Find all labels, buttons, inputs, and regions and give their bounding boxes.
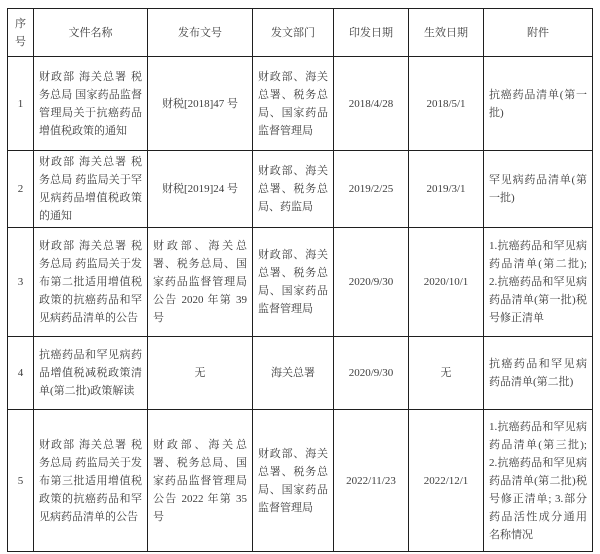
cell-seq: 1	[8, 57, 34, 151]
header-effective-date: 生效日期	[409, 9, 484, 57]
cell-effective-date: 2018/5/1	[409, 57, 484, 151]
header-doc-name: 文件名称	[34, 9, 148, 57]
cell-effective-date: 2020/10/1	[409, 228, 484, 337]
cell-effective-date: 2019/3/1	[409, 151, 484, 228]
cell-issue-date: 2022/11/23	[334, 410, 409, 552]
cell-doc-name: 财政部 海关总署 税务总局 药监局关于发布第二批适用增值税政策的抗癌药品和罕见病药品清单的公告	[34, 228, 148, 337]
documents-table	[7, 8, 593, 552]
cell-attachment: 罕见病药品清单(第一批)	[484, 151, 593, 228]
table-row	[8, 410, 593, 552]
cell-dept: 财政部、海关总署、税务总局、国家药品监督管理局	[253, 228, 334, 337]
cell-attachment: 抗癌药品和罕见病药品清单(第二批)	[484, 337, 593, 410]
header-row	[8, 9, 593, 57]
cell-doc-name: 财政部 海关总署 税务总局 国家药品监督管理局关于抗癌药品增值税政策的通知	[34, 57, 148, 151]
cell-issue-date: 2019/2/25	[334, 151, 409, 228]
header-seq: 序号	[8, 9, 34, 57]
table-row	[8, 228, 593, 337]
cell-doc-number: 财税[2019]24 号	[148, 151, 253, 228]
cell-doc-number: 无	[148, 337, 253, 410]
cell-attachment: 抗癌药品清单(第一批)	[484, 57, 593, 151]
cell-attachment: 1.抗癌药品和罕见病药品清单(第三批); 2.抗癌药品和罕见病药品清单(第二批)税号修正清单; 3.部分药品活性成分通用名称情况	[484, 410, 593, 552]
table-row	[8, 337, 593, 410]
cell-dept: 财政部、海关总署、税务总局、国家药品监督管理局	[253, 410, 334, 552]
header-issue-date: 印发日期	[334, 9, 409, 57]
cell-attachment: 1.抗癌药品和罕见病药品清单(第二批); 2.抗癌药品和罕见病药品清单(第一批)税号修正清单	[484, 228, 593, 337]
header-doc-number: 发布文号	[148, 9, 253, 57]
cell-doc-name: 财政部 海关总署 税务总局 药监局关于发布第三批适用增值税政策的抗癌药品和罕见病药品清单的公告	[34, 410, 148, 552]
cell-doc-name: 财政部 海关总署 税务总局 药监局关于罕见病药品增值税政策的通知	[34, 151, 148, 228]
cell-issue-date: 2018/4/28	[334, 57, 409, 151]
cell-doc-number: 财政部、海关总署、税务总局、国家药品监督管理局公告 2022 年第 35 号	[148, 410, 253, 552]
cell-dept: 海关总署	[253, 337, 334, 410]
cell-doc-name: 抗癌药品和罕见病药品增值税减税政策清单(第二批)政策解读	[34, 337, 148, 410]
cell-effective-date: 2022/12/1	[409, 410, 484, 552]
cell-seq: 3	[8, 228, 34, 337]
cell-issue-date: 2020/9/30	[334, 228, 409, 337]
cell-doc-number: 财税[2018]47 号	[148, 57, 253, 151]
cell-seq: 2	[8, 151, 34, 228]
table-row	[8, 151, 593, 228]
table-row	[8, 57, 593, 151]
header-attachment: 附件	[484, 9, 593, 57]
cell-doc-number: 财政部、海关总署、税务总局、国家药品监督管理局公告 2020 年第 39 号	[148, 228, 253, 337]
header-dept: 发文部门	[253, 9, 334, 57]
cell-seq: 4	[8, 337, 34, 410]
cell-effective-date: 无	[409, 337, 484, 410]
cell-issue-date: 2020/9/30	[334, 337, 409, 410]
cell-dept: 财政部、海关总署、税务总局、国家药品监督管理局	[253, 57, 334, 151]
cell-dept: 财政部、海关总署、税务总局、药监局	[253, 151, 334, 228]
cell-seq: 5	[8, 410, 34, 552]
